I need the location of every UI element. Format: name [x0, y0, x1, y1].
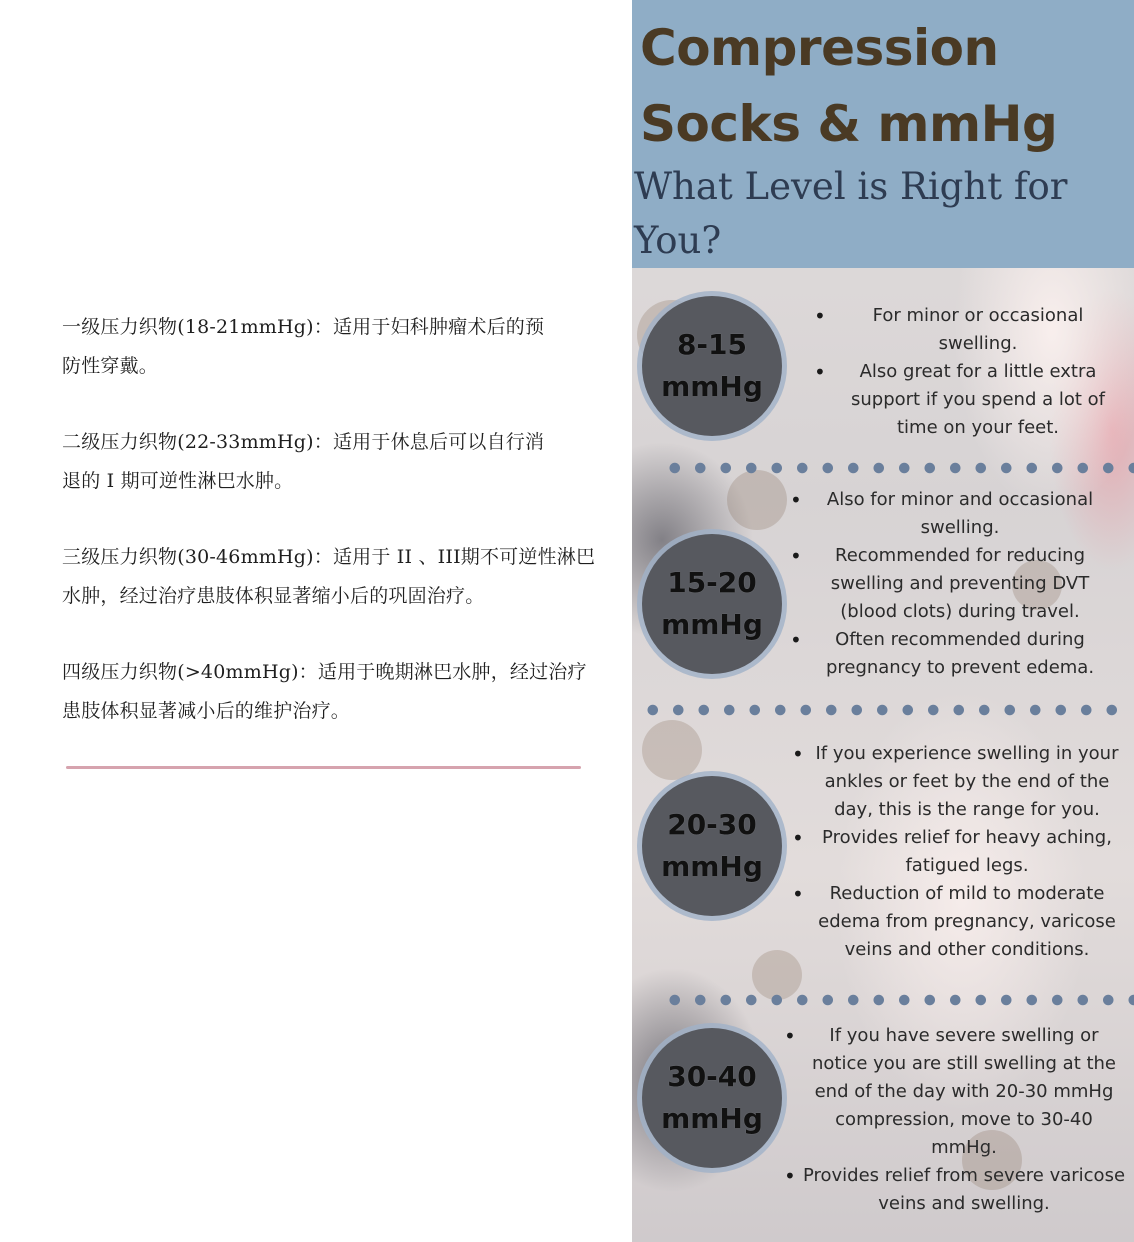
list-item: • If you have severe swelling or notice you are still swelling at the end of the day with 20-30 mmHg compression, move to 30-40 mmHg. [784, 1022, 1126, 1162]
dotted-separator [640, 703, 1125, 717]
left-text-column [62, 308, 622, 768]
compression-infographic [632, 0, 1134, 1242]
badge-unit: mmHg [661, 850, 763, 883]
dotted-separator [662, 993, 1134, 1007]
infographic-subtitle: What Level is Right for You? [634, 165, 1068, 262]
badge-unit: mmHg [661, 608, 763, 641]
infographic-header [632, 0, 1134, 268]
title-line-1: Compression [640, 19, 999, 77]
list-item: • Recommended for reducing swelling and preventing DVT (blood clots) during travel. [790, 542, 1112, 626]
badge-20-30 [642, 776, 782, 916]
list-item: • Reduction of mild to moderate edema from pregnancy, varicose veins and other conditions. [792, 880, 1124, 964]
badge-unit: mmHg [661, 370, 763, 403]
badge-range: 30-40 [667, 1060, 757, 1093]
level-2-description: 二级压力织物(22-33mmHg)：适用于休息后可以自行消退的 I 期可逆性淋巴水肿。 [62, 431, 545, 492]
badge-range: 8-15 [676, 328, 748, 361]
list-item: • Often recommended during pregnancy to prevent edema. [790, 626, 1112, 682]
list-item: • Also great for a little extra support if you spend a lot of time on your feet. [814, 358, 1124, 442]
badge-range: 20-30 [667, 808, 757, 841]
badge-30-40 [642, 1028, 782, 1168]
list-item: • Provides relief for heavy aching, fatigued legs. [792, 824, 1124, 880]
badge-15-20 [642, 534, 782, 674]
level-2-bullets [790, 486, 1112, 682]
level-1-bullets [814, 302, 1124, 442]
level-4-description: 四级压力织物(>40mmHg)：适用于晚期淋巴水肿，经过治疗患肢体积显著减小后的维护治疗。 [62, 661, 587, 722]
list-item: • For minor or occasional swelling. [814, 302, 1124, 358]
level-3-bullets [792, 740, 1124, 964]
level-4-bullets [784, 1022, 1126, 1218]
level-1-description: 一级压力织物(18-21mmHg)：适用于妇科肿瘤术后的预防性穿戴。 [62, 316, 545, 377]
infographic-title [640, 10, 1057, 162]
badge-range: 15-20 [667, 566, 757, 599]
badge-8-15 [642, 296, 782, 436]
dotted-separator [662, 461, 1134, 475]
title-line-2: Socks & mmHg [640, 95, 1058, 153]
list-item: • Provides relief from severe varicose veins and swelling. [784, 1162, 1126, 1218]
list-item: • If you experience swelling in your ankles or feet by the end of the day, this is the range for you. [792, 740, 1124, 824]
level-3-description: 三级压力织物(30-46mmHg)：适用于 II 、III期不可逆性淋巴水肿，经过治疗患肢体积显著缩小后的巩固治疗。 [62, 546, 596, 607]
divider-line [66, 766, 581, 769]
badge-unit: mmHg [661, 1102, 763, 1135]
list-item: • Also for minor and occasional swelling. [790, 486, 1112, 542]
